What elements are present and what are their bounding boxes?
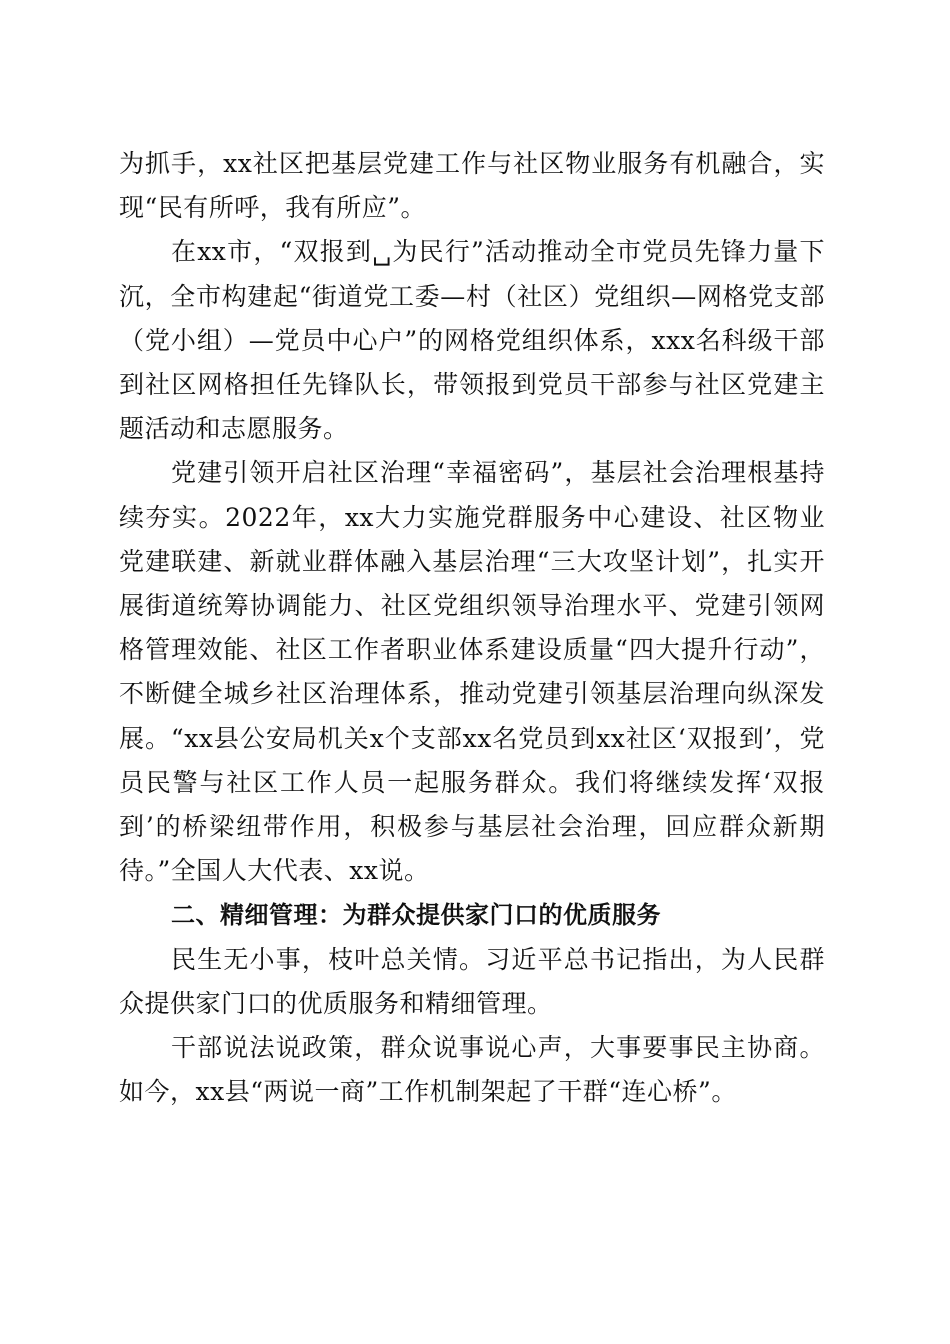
paragraph-double-report: 在xx市，“双报到␣为民行”活动推动全市党员先锋力量下沉，全市构建起“街道党工委—村（社区）党组织—网格党支部（党小组）—党员中心户”的网格党组织体系，xxx名科级干部到社区网格担任先锋队长，带领报到党员干部参与社区党建主题活动和志愿服务。 — [119, 237, 825, 444]
paragraph-continuation: 为抓手，xx社区把基层党建工作与社区物业服务有机融合，实现“民有所呼，我有所应”。 — [119, 149, 825, 223]
section-heading: 二、精细管理：为群众提供家门口的优质服务 — [171, 901, 661, 930]
document-body — [119, 142, 825, 1114]
paragraph-livelihood: 民生无小事，枝叶总关情。习近平总书记指出，为人民群众提供家门口的优质服务和精细管理。 — [119, 944, 825, 1018]
paragraph-consultation: 干部说法说政策，群众说事说心声，大事要事民主协商。如今，xx县“两说一商”工作机制架起了干群“连心桥”。 — [119, 1033, 825, 1107]
paragraph-happiness-code: 党建引领开启社区治理“幸福密码”，基层社会治理根基持续夯实。2022年，xx大力实施党群服务中心建设、社区物业党建联建、新就业群体融入基层治理“三大攻坚计划”，扎实开展街道统筹协调能力、社区党组织领导治理水平、党建引领网格管理效能、社区工作者职业体系建设质量“四大提升行动”，不断健全城乡社区治理体系，推动党建引领基层治理向纵深发展。“xx县公安局机关x个支部xx名党员到xx社区‘双报到’，党员民警与社区工作人员一起服务群众。我们将继续发挥‘双报到’的桥梁纽带作用，积极参与基层社会治理，回应群众新期待。”全国人大代表、xx说。 — [119, 458, 825, 886]
